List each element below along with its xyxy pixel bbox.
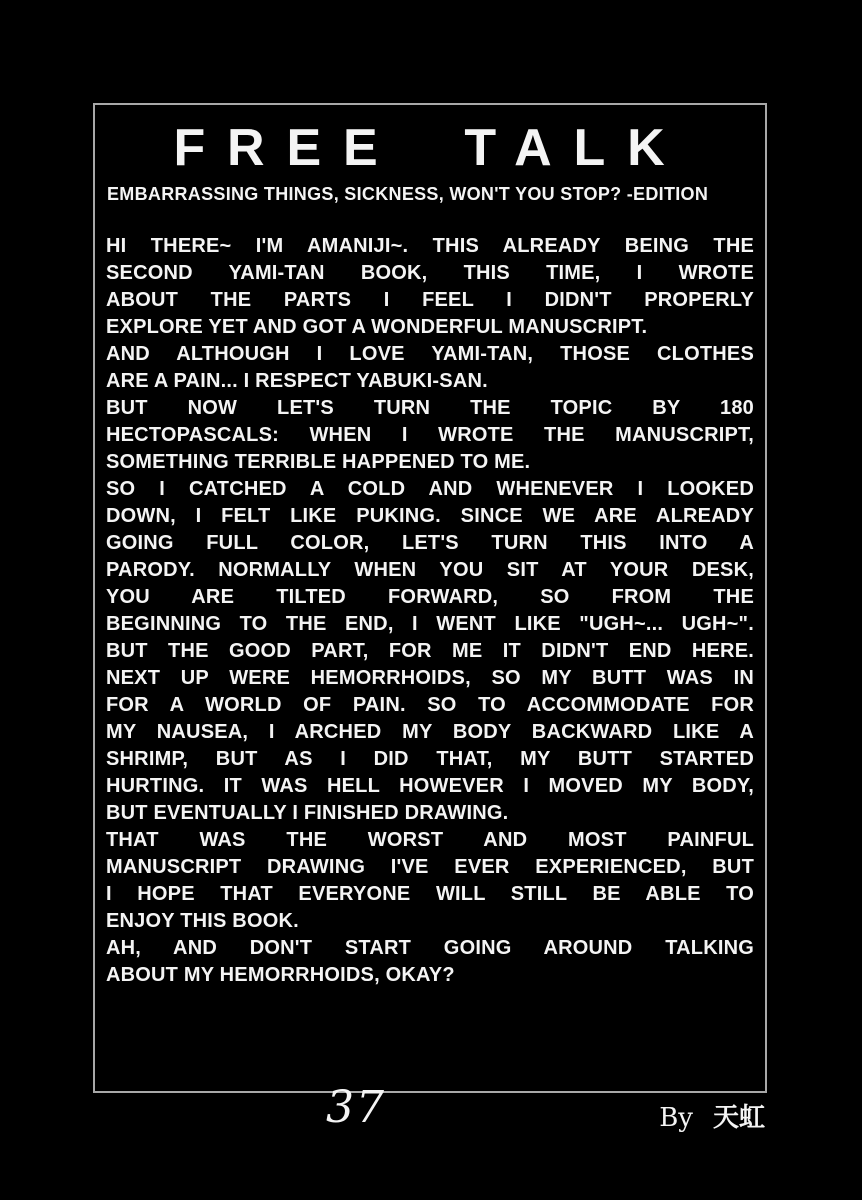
author-credit: [659, 1102, 765, 1134]
body-line: HI THERE~ I'M AMANIJI~. THIS ALREADY BEING THE: [106, 235, 754, 257]
body-line: GOING FULL COLOR, LET'S TURN THIS INTO A: [106, 532, 754, 554]
body-line: NEXT UP WERE HEMORRHOIDS, SO MY BUTT WAS IN: [106, 667, 754, 689]
body-line: ARE A PAIN... I RESPECT YABUKI-SAN.: [106, 370, 488, 392]
page-number: 37: [326, 1082, 386, 1133]
body-line: ENJOY THIS BOOK.: [106, 910, 299, 932]
body-line: SOMETHING TERRIBLE HAPPENED TO ME.: [106, 451, 531, 473]
edition-subtitle: EMBARRASSING THINGS, SICKNESS, WON'T YOU STOP? -EDITION: [107, 184, 709, 204]
body-line: BUT THE GOOD PART, FOR ME IT DIDN'T END HERE.: [106, 640, 754, 662]
free-talk-title: FREE TALK: [173, 119, 687, 177]
body-line: ABOUT MY HEMORRHOIDS, OKAY?: [106, 964, 455, 986]
body-line: FOR A WORLD OF PAIN. SO TO ACCOMMODATE FOR: [106, 694, 754, 716]
body-line: SHRIMP, BUT AS I DID THAT, MY BUTT STARTED: [106, 748, 754, 770]
body-text: [106, 233, 754, 989]
body-line: MY NAUSEA, I ARCHED MY BODY BACKWARD LIKE A: [106, 721, 754, 743]
body-line: AH, AND DON'T START GOING AROUND TALKING: [106, 937, 754, 959]
body-line: MANUSCRIPT DRAWING I'VE EVER EXPERIENCED, BUT: [106, 856, 754, 878]
author-name: 天虹: [712, 1103, 765, 1133]
credit-by-label: By: [659, 1103, 693, 1133]
body-line: DOWN, I FELT LIKE PUKING. SINCE WE ARE ALREADY: [106, 505, 754, 527]
body-line: AND ALTHOUGH I LOVE YAMI-TAN, THOSE CLOTHES: [106, 343, 754, 365]
body-line: BUT EVENTUALLY I FINISHED DRAWING.: [106, 802, 509, 824]
body-line: SO I CATCHED A COLD AND WHENEVER I LOOKED: [106, 478, 754, 500]
body-line: THAT WAS THE WORST AND MOST PAINFUL: [106, 829, 754, 851]
page-frame: [93, 103, 767, 1093]
body-line: PARODY. NORMALLY WHEN YOU SIT AT YOUR DESK,: [106, 559, 754, 581]
body-line: EXPLORE YET AND GOT A WONDERFUL MANUSCRIPT.: [106, 316, 648, 338]
body-line: YOU ARE TILTED FORWARD, SO FROM THE: [106, 586, 754, 608]
body-line: SECOND YAMI-TAN BOOK, THIS TIME, I WROTE: [106, 262, 754, 284]
body-line: HURTING. IT WAS HELL HOWEVER I MOVED MY BODY,: [106, 775, 754, 797]
body-line: BUT NOW LET'S TURN THE TOPIC BY 180: [106, 397, 754, 419]
body-line: ABOUT THE PARTS I FEEL I DIDN'T PROPERLY: [106, 289, 754, 311]
body-line: BEGINNING TO THE END, I WENT LIKE "UGH~... UGH~".: [106, 613, 754, 635]
body-line: I HOPE THAT EVERYONE WILL STILL BE ABLE TO: [106, 883, 754, 905]
body-line: HECTOPASCALS: WHEN I WROTE THE MANUSCRIPT,: [106, 424, 754, 446]
